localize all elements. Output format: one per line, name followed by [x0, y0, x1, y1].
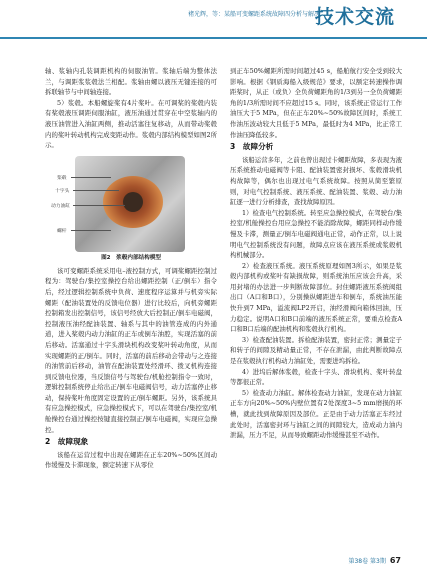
figure-label: 十字头 [55, 188, 70, 194]
page-footer [348, 556, 401, 565]
paragraph: 5）浆毂。本船螺旋桨有4片桨叶。在可调桨的桨毂内装有桨毂液压调距伺服油缸，液压油通过贯穿在中空浆轴内的液压油管进入油缸两侧，推动活塞往复移动，从而带动桨毂内的桨叶转动机构完成变距动作。浆毂内部结构模型如图2所示。 [45, 98, 217, 150]
right-column [230, 66, 402, 441]
list-item: 5）检查动力油缸。解体检查动力油缸，发现在动力油缸正车方向20%~50%内壁位置有2处深度3~5 mm磨损的环槽，就此找到故障原因及部位。正是由于动力活塞正车经过此处时，活塞密封环与油缸之间的间隙较大，造成动力油内泄漏，压力不足，从而导致螺距动作缓慢甚至不动作。 [230, 388, 402, 440]
figure-caption: 图2 浆毂内部结构模型 [101, 255, 161, 262]
list-item: 2）检查液压系统。液压系统原理如图3所示，如果是浆毂内部机构或桨叶有缺损故障，则系统油压应该会升高，采用封堵的办法进一步判断故障部位。封住螺距液压系统阀组出口（A口和B口），分别操纵螺距进车和倒车，系统油压能快升到7 MPa，溢流阀LP2开启，油经滑阀向箱体回油，压力稳定。说明A口和B口前端的液压系统正常，要重点检查A口和B口后端的配油机构和浆毂执行机构。 [230, 261, 402, 334]
figure-2 [45, 154, 217, 264]
running-header-authors: 褚光辉，等：某船可变螺距系统故障四分析与解决 [187, 11, 320, 18]
left-column [45, 66, 217, 471]
leader-line [73, 205, 125, 206]
issue-label: 第38卷 第3期 [348, 558, 386, 565]
paragraph: 到正车50%螺距所需时间超过45 s，船舶航行安全受到较大影响。根据《钢质海船入级规范》要求，以额定转速操作调距桨时，从正（或负）全负荷螺距角的1/3到另一全负荷螺距角的1/3所需时间不应超过15 s。同时，该系统正常运行工作油压大于5 MPa，但在正车20%~50%故障区间时，系统工作油压波动较大且低于5 MPa，最低时为4 MPa，比正常工作油压降低较多。 [230, 67, 402, 139]
page-number: 67 [389, 556, 401, 565]
leader-line [73, 190, 119, 191]
header-rule [0, 37, 427, 39]
section-heading: 2 故障现象 [45, 437, 89, 447]
figure-label: 动力油缸 [51, 203, 71, 209]
list-item: 1）检查电气控制系统。转至应急操控模式，在驾驶台/集控室/机舱操控台用应急操控不能消除故障，螺距同样动作缓慢及卡滞，测量正/倒车电磁阀通电正常，动作正常，以上说明电气控制系统没有问题，故障点应该在液压系统或浆毂机构机械部分。 [230, 208, 402, 260]
figure-label: 螺杆 [57, 228, 67, 234]
hub-inner-shape [123, 192, 143, 212]
paragraph: 该船在运营过程中出现在螺距在正车20%~50%区间动作缓慢及卡滞现象，额定转速下从零位 [45, 450, 217, 470]
section-title: 技术交流 [315, 6, 396, 28]
list-item: 3）检查配油装置。拆检配油装置，密封正常；测量定子和转子的间隙及精动量正常，不存在泄漏，由此判断故障点是在浆毂执行机构动力油缸处，需要进坞拆检。 [230, 335, 402, 366]
paragraph: 轴、浆轴内孔装调距机构的伺服油管。浆轴后端为整体法兰，与调距浆浆毂法兰相配。浆轴由螺以液压无键连接的可拆联轴节与中间轴连接。 [45, 67, 217, 97]
paragraph: 该可变螺距系统采用电–液控制方式，可调桨螺距控制过程为：驾驶台/集控室操控台给出螺距控制（正/倒车）指令后，经过逻辑控制系统中负荷、速度程序运算并与机旁实际螺距（配油装置处的反馈电位器）进行比较后，向机旁螺距控制箱发出控制信号，该信号经放大后控制正/倒车电磁阀，控制液压油经配油装置、轴系与其中的油管连成的内外通道，进入桨毂内动力油缸的正车或倒车油腔，实现活塞的前后移动。活塞通过十字头滑块机构改变桨叶转动角度，从而实现螺距的正/倒车。同时，活塞的前后移动会带动与之连接的油管前后移动，油管在配油装置处经滑环、拨叉机构连接到反馈电位器，当反馈信号与驾驶台/机舱控制指令一致时，逻辑控制系统停止给出正/倒车电磁阀信号，动力活塞停止移动，保持桨叶角度固定设置的正/倒车螺距。另外，该系统具有应急操控模式，应急操控模式下，可以在驾驶台/集控室/机舱操控台通过操控按键直接控制正/倒车电磁阀，实现应急操控。 [45, 266, 217, 434]
section-heading: 3 故障分析 [230, 142, 274, 152]
leader-line [71, 177, 111, 178]
figure-label: 桨毂 [57, 175, 67, 181]
paragraph: 该船运营多年，之前也曾出现过卡螺距故障，多表现为液压系统推动电磁阀等卡阻、配油装置密封损坏、浆毂滑块机构故障等，偶尔也出现过电气系统故障。按照从简至繁原则，对电气控制系统、液压系统、配油装置、浆毂、动力油缸逐一进行分析排查，查找故障原因。 [230, 155, 402, 207]
list-item: 4）进坞后解体浆毂，检查十字头、滑块机构、桨叶转盘等都很正常。 [230, 367, 402, 387]
leader-line [71, 230, 111, 231]
